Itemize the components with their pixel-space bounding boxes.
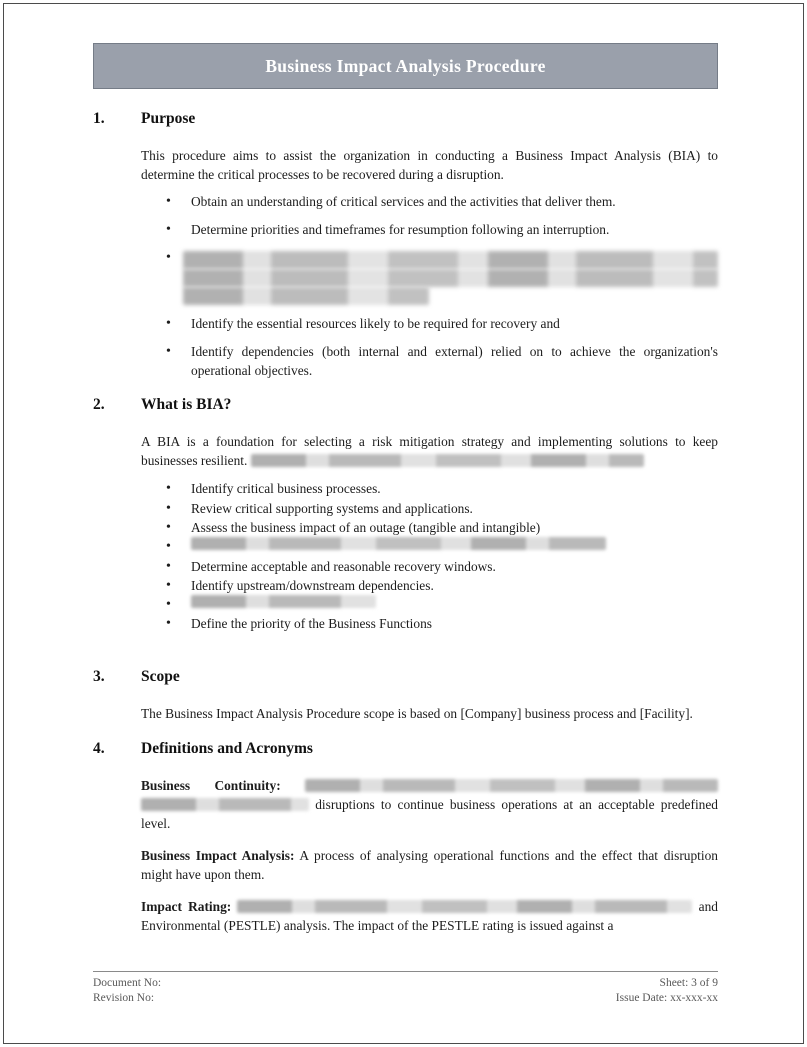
redacted-line [183, 269, 718, 287]
list-item: • Review critical supporting systems and applications. [141, 499, 718, 518]
section-1-intro: This procedure aims to assist the organization in conducting a Business Impact Analysis (BIA) to determine the critical processes to be recovered during a disruption. [141, 148, 718, 182]
title-banner [93, 43, 718, 89]
redacted-line [183, 287, 429, 305]
redacted-line [183, 251, 718, 269]
redacted-text [305, 779, 718, 792]
list-item: • Determine acceptable and reasonable recovery windows. [141, 557, 718, 576]
section-1-bullets [141, 193, 718, 380]
list-item: • Assess the business impact of an outage (tangible and intangible) [141, 518, 718, 537]
footer-right [616, 976, 718, 1005]
sheet-number: Sheet: 3 of 9 [659, 977, 718, 989]
redacted-text [191, 595, 376, 608]
section-2-bullets [141, 479, 718, 633]
section-2-number: 2. [93, 396, 105, 414]
section-2-title: What is BIA? [141, 396, 232, 414]
section-3-body: The Business Impact Analysis Procedure scope is based on [Company] business process and [Facility]. [141, 705, 693, 721]
redacted-bullet [141, 249, 718, 305]
redacted-text-block [183, 249, 718, 305]
list-item: • Identify dependencies (both internal and external) relied on to achieve the organization's operational objectives. [141, 343, 718, 380]
section-3-number: 3. [93, 667, 105, 685]
list-item: • Define the priority of the Business Functions [141, 614, 718, 633]
redacted-text [237, 900, 692, 913]
document-title: Business Impact Analysis Procedure [265, 55, 546, 76]
redacted-bullet [141, 595, 718, 614]
definition-business-impact-analysis [141, 847, 718, 884]
list-item: • Identify critical business processes. [141, 479, 718, 498]
section-1-title: Purpose [141, 110, 196, 127]
footer-left [93, 976, 161, 1005]
list-item: • Determine priorities and timeframes for resumption following an interruption. [141, 221, 718, 240]
section-3-heading [93, 668, 718, 686]
definition-impact-rating [141, 898, 718, 935]
section-2-intro [141, 433, 718, 470]
redacted-text [191, 537, 606, 550]
revision-no-label: Revision No: [93, 991, 155, 1004]
issue-date: Issue Date: xx-xxx-xx [615, 991, 718, 1004]
section-4-number: 4. [93, 740, 105, 758]
definition-term: Business Continuity: [141, 778, 281, 794]
section-2-intro-text: A BIA is a foundation for selecting a risk mitigation strategy and implementing solutions to keep businesses resilient. [141, 434, 718, 468]
redacted-text [251, 454, 644, 467]
definition-text: A process of analysing operational functions and the effect that disruption might have upon them. [141, 848, 719, 882]
redacted-text [141, 798, 309, 811]
redacted-bullet [141, 537, 718, 556]
list-item: • Identify upstream/downstream dependencies. [141, 576, 718, 595]
definition-text: disruptions to continue business operations at an acceptable predefined level. [141, 796, 718, 831]
definition-term: Impact Rating: [141, 899, 232, 915]
section-4-heading [93, 740, 718, 758]
definition-business-continuity [141, 777, 718, 833]
definition-text: and Environmental (PESTLE) analysis. The impact of the PESTLE rating is issued against a [141, 899, 718, 933]
section-1-heading [93, 110, 718, 128]
definition-term: Business Impact Analysis: [141, 848, 295, 864]
list-item: • Identify the essential resources likely to be required for recovery and [141, 315, 718, 334]
page-footer [93, 971, 718, 1005]
section-4-title: Definitions and Acronyms [141, 740, 313, 758]
document-page [3, 3, 804, 1044]
section-2-heading [93, 396, 718, 414]
section-3-title: Scope [141, 667, 180, 685]
section-1-number: 1. [93, 110, 105, 127]
document-no-label: Document No: [93, 977, 162, 989]
list-item: • Obtain an understanding of critical services and the activities that deliver them. [141, 193, 718, 212]
